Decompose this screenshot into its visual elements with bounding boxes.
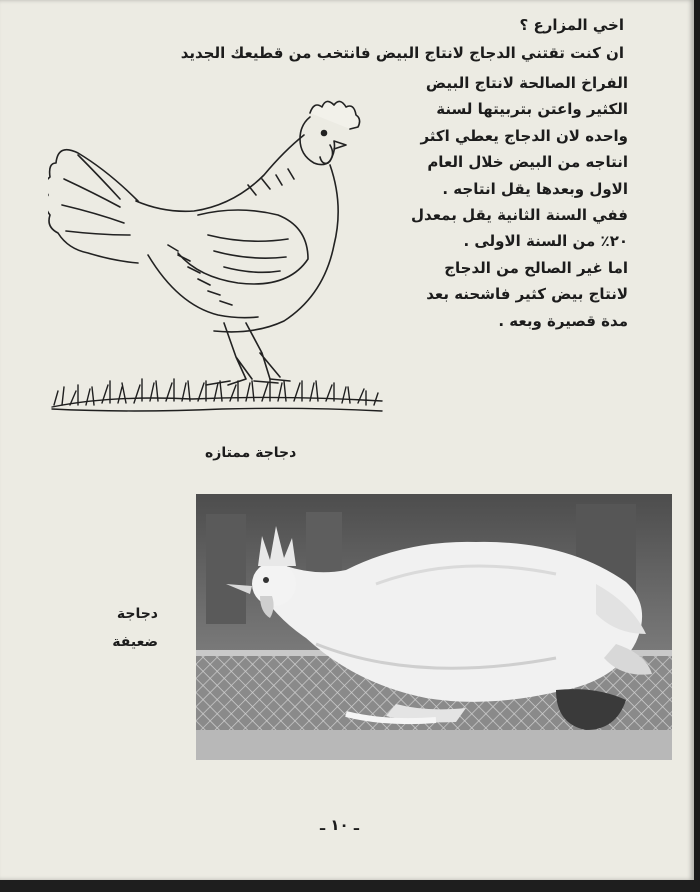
paragraph-line: لانتاج بيض كثير فاشحنه بعد <box>426 285 628 304</box>
page-edge-bottom <box>0 880 700 892</box>
paragraph-line: واحده لان الدجاج يعطي اكثر <box>420 126 628 145</box>
paragraph-line: ففي السنة الثانية يقل بمعدل <box>411 206 628 225</box>
paragraph-line: ٢٠٪ من السنة الاولى . <box>463 232 628 251</box>
page-number: ـ ١٠ ـ <box>320 816 360 834</box>
caption-weak-line2: ضعيفة <box>112 634 158 650</box>
caption-weak-line1: دجاجة <box>116 606 158 622</box>
page-edge-right <box>694 0 700 892</box>
paragraph-line: اما غير الصالح من الدجاج <box>444 258 628 277</box>
greeting-heading: اخي المزارع ؟ <box>519 16 624 34</box>
hen-drawing <box>48 95 388 415</box>
paragraph-line: الفراخ الصالحة لانتاج البيض <box>425 74 628 92</box>
paragraph-line: الكثير واعتن بتربيتها لسنة <box>436 100 628 119</box>
caption-excellent-hen: دجاجة ممتازه <box>205 445 297 461</box>
paragraph-line: مدة قصيرة وبعه . <box>498 311 628 330</box>
weak-hen-photo <box>196 494 672 760</box>
caption-weak-hen <box>50 600 158 656</box>
paragraph-line: انتاجه من البيض خلال العام <box>427 153 628 172</box>
paragraph-line: الاول وبعدها يقل انتاجه . <box>442 179 628 198</box>
intro-line: ان كنت تقتني الدجاج لانتاج البيض فانتخب من قطيعك الجديد <box>180 44 624 62</box>
